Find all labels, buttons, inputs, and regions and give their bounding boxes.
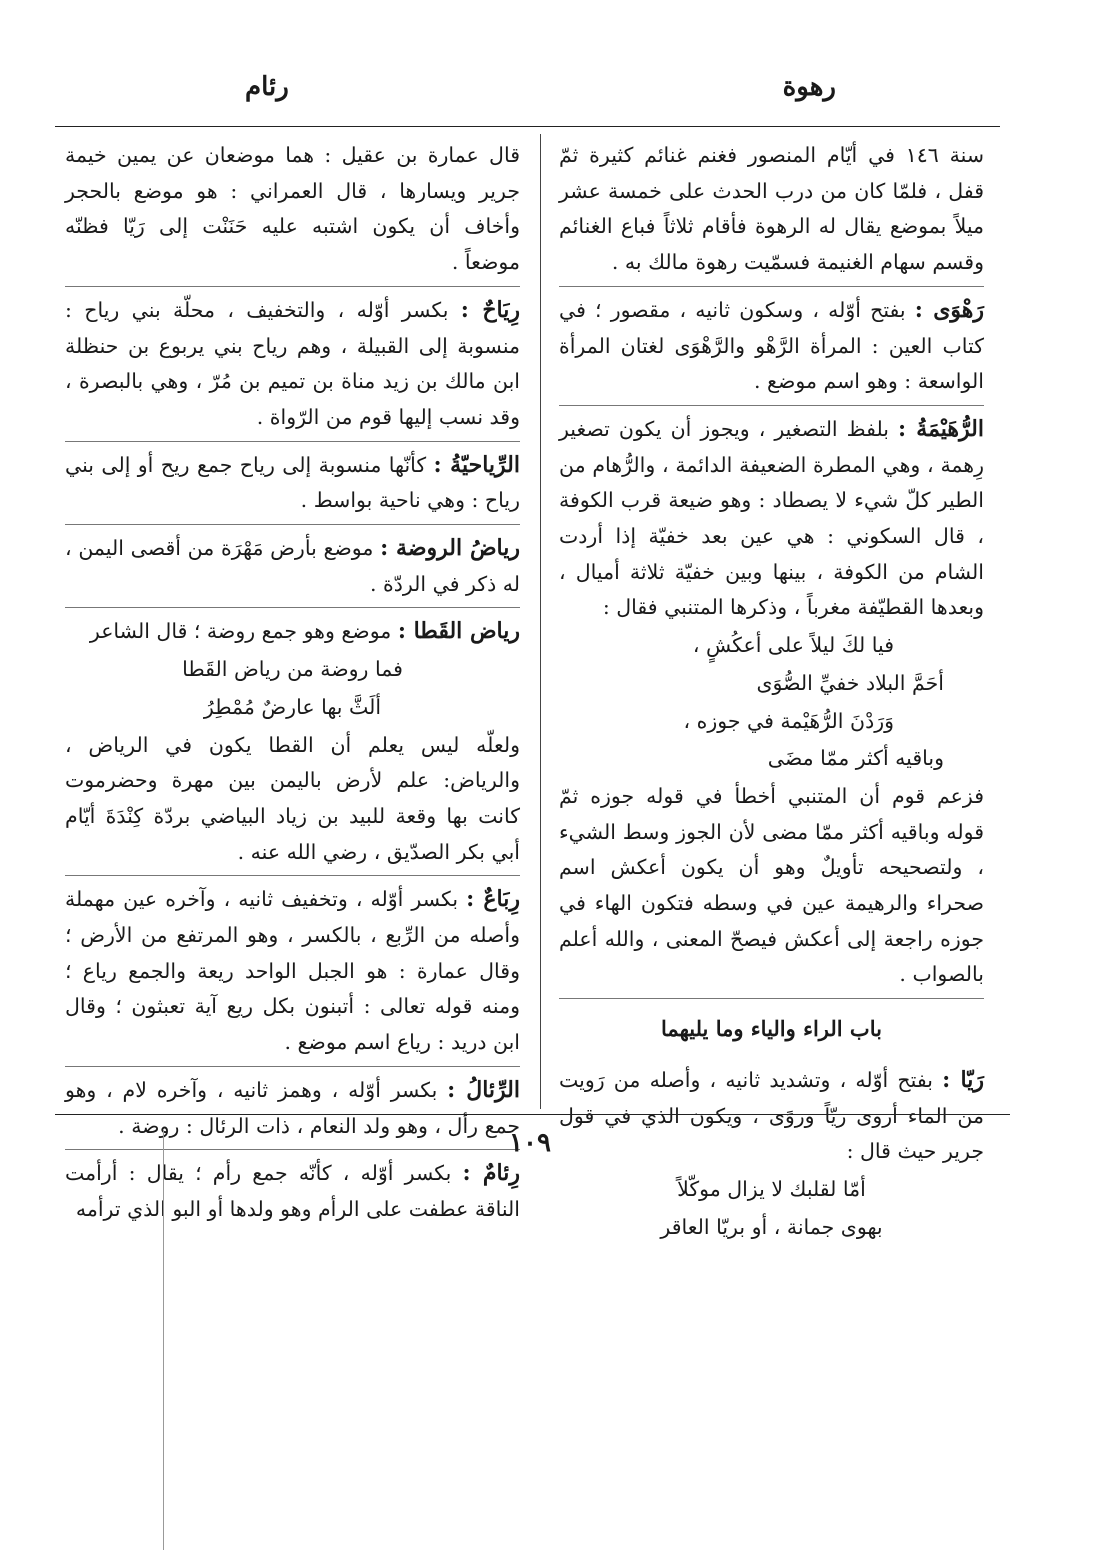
entry-text: بفتح أوّله ، وتشديد ثانيه ، وأصله من رَويت من الماء أروى ريّاً وروًى ، ويكون الذي في قول جرير حيث قال : [559,1067,984,1164]
entry-text: بكسر أوّله ، والتخفيف ، محلّة بني رياح : منسوبة إلى القبيلة ، وهم رياح بني يربوع بن حنظلة ابن مالك بن زيد مناة بن تميم بن مُرّ ، وهي بالبصرة ، وقد نسب إليها قوم من الرّواة . [65,297,520,429]
entry-text: فزعم قوم أن المتنبي أخطأ في قوله جوزه ثمّ قوله وباقيه أكثر ممّا مضى لأن الجوز وسط الشيء ، ولتصحيحه تأويلٌ وهو أن يكون أعكش اسم صحراء والرهيمة عين في وسطه فتكون الهاء في جوزه راجعة إلى أعكش فيصحّ المعنى ، والله أعلم بالصواب . [559,783,984,987]
entry [559,138,984,287]
entry-text: سنة ١٤٦ في أيّام المنصور فغنم غنائم كثيرة ثمّ قفل ، فلمّا كان من درب الحدث على خمسة عشر ميلاً بموضع يقال له الرهوة فأقام ثلاثاً فباع الغنائم وقسم سهام الغنيمة فسمّيت رهوة مالك به . [559,143,985,275]
headword: الرِّياحيّةُ : [433,451,520,478]
left-column [65,138,520,1239]
headword: رياضُ الروضة : [380,535,520,562]
headword: رَيّا : [942,1066,984,1093]
right-column [559,138,984,1258]
running-header-right: رهوة [782,72,836,102]
entry [65,882,520,1067]
headword: رِيَاحٌ : [460,296,520,323]
headword: رَهْوَى : [914,296,985,323]
entry-text: قال عمارة بن عقيل : هما موضعان عن يمين خيمة جرير ويسارها ، قال العمراني : هو موضع بالحجر وأخاف أن يكون اشتبه عليه حَنَنْت إلى رَيّا فظنّه موضعاً . [65,143,520,275]
entry [65,293,520,442]
verse-line: أمّا لقلبك لا يزال موكّلاً [677,1176,866,1201]
entry [65,138,520,287]
verse-line: ألَثَّ بها عارضٌ مُمْطِرُ [203,694,382,719]
entry [559,293,984,406]
entry [65,448,520,525]
verse-line: فما روضة من رياض القَطا [182,657,403,682]
entry-text: بفتح أوّله ، وسكون ثانيه ، مقصور ؛ في كتاب العين : المرأة الرَّهْو والرَّهْوَى لغتان المرأة الواسعة : وهو اسم موضع . [559,297,984,394]
column-divider [540,134,541,1109]
headword: رياض القَطا : [397,618,520,645]
verse-line: فيا لكَ ليلاً على أعكُشٍ ، [692,633,894,658]
footer-rule [55,1114,1010,1115]
entry [65,1156,520,1232]
page-number: ١٠٩ [509,1128,551,1158]
entry-text: بلفظ التصغير ، ويجوز أن يكون تصغير رِهمة ، وهي المطرة الضعيفة الدائمة ، والرُّهام من الطير كلّ شيء لا يصطاد : وهو ضيعة قرب الكوفة ، قال السكوني : هي عين بعد خفيّة إذا أردت الشام من الكوفة ، بينها وبين خفيّة ثلاثة أميال ، وبعدها القطيّفة مغرباً ، وذكرها المتنبي فقال : [559,416,984,620]
entry-text: كأنّها منسوبة إلى رياح جمع ريح أو إلى بني رياح : وهي ناحية بواسط . [65,452,520,513]
running-header-left: رئام [245,72,289,102]
entry-text: بكسر أوّله ، كأنّه جمع رأم ؛ يقال : أرأمت الناقة عطفت على الرأم وهو ولدها أو البو الذي ترأمه [65,1161,520,1221]
entry-text: موضع بأرض مَهْرَة من أقصى اليمن ، له ذكر في الردّة . [65,536,520,596]
entry-text: موضع وهو جمع روضة ؛ قال الشاعر [89,619,398,644]
entry [559,412,984,999]
verse-line: وباقيه أكثر ممّا مضَى [767,746,944,771]
entry [65,614,520,876]
headword: رِئامٌ : [462,1160,520,1187]
scan-edge-line [163,1130,164,1550]
verse-line: أحَمَّ البلاد خفيِّ الصُّوَى [756,670,944,695]
entry-text: بكسر أوّله ، وتخفيف ثانيه ، وآخره عين مهملة وأصله من الرِّبع ، بالكسر ، وهو المرتفع من الأرض ؛ وقال عمارة : هو الجبل الواحد ريعة والجمع رياع ؛ ومنه قوله تعالى : أتبنون بكل ريع آية تعبثون ؛ وقال ابن دريد : رياع اسم موضع . [65,887,520,1055]
headword: الرِّئالُ : [447,1076,520,1103]
section-title: باب الراء والياء وما يليهما [661,1016,882,1042]
verse-line: بهوى جمانة ، أو بريّا العاقر [660,1214,883,1239]
entry-text: بكسر أوّله ، وهمز ثانيه ، وآخره لام ، وهو جمع رأل ، وهو ولد النعام ، ذات الرئال : روضة . [65,1077,520,1138]
headword: الرُّهَيْمَةُ : [898,415,984,442]
headword: رِبَاعٌ : [466,886,520,913]
entry [559,1063,984,1253]
entry [65,531,520,608]
entry-text: ولعلّه ليس يعلم أن القطا يكون في الرياض ، والرياض: علم لأرض باليمن بين مهرة وحضرموت كانت بها وقعة للبيد بن زياد البياضي بردّة كِنْدَةَ أيّام أبي بكر الصدّيق ، رضي الله عنه . [65,732,520,864]
header-rule [55,126,1000,127]
verse-line: وَرَدْنَ الرُّهَيْمة في جوزه ، [683,708,894,733]
entry [65,1073,520,1150]
